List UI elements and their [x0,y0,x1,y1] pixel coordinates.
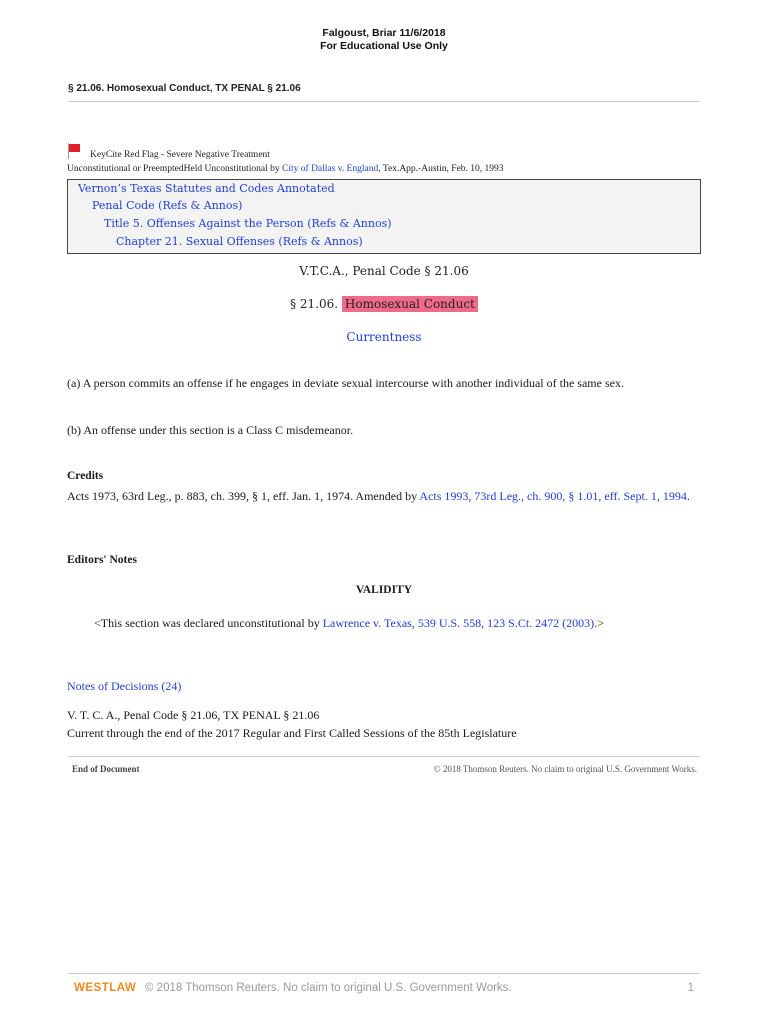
currentness-link-wrap [0,330,768,344]
validity-suffix: .> [594,616,604,630]
end-divider [68,756,700,757]
keycite-prefix: Unconstitutional or PreemptedHeld Unconstitutional by [67,164,283,174]
credits-body: Acts 1973, 63rd Leg., p. 883, ch. 399, § 1, eff. Jan. 1, 1974. Amended by [67,489,420,503]
code-citation: V.T.C.A., Penal Code § 21.06 [299,264,469,278]
keycite-case-link[interactable]: City of Dallas v. England [282,164,379,174]
copyright-notice-inline: © 2018 Thomson Reuters. No claim to original U.S. Government Works. [433,764,697,774]
section-heading [0,297,768,311]
credits-label: Credits [67,470,104,482]
notes-of-decisions-link[interactable]: Notes of Decisions (24) [67,679,182,693]
credits-text [67,487,703,505]
red-flag-icon[interactable] [67,143,81,159]
document-title: § 21.06. Homosexual Conduct, TX PENAL § 21.06 [68,83,301,94]
editors-notes-label: Editors' Notes [67,554,137,566]
validity-prefix: <This section was declared unconstitutional by [94,616,323,630]
footer-divider [68,973,700,974]
header-user-date: Falgoust, Briar 11/6/2018 [322,27,446,39]
lawrence-v-texas-link[interactable]: Lawrence v. Texas, 539 U.S. 558, 123 S.Ct. 2472 (2003) [322,616,595,630]
keycite-treatment [67,164,504,174]
page-number: 1 [687,982,694,994]
toc-link-statutes[interactable]: Vernon’s Texas Statutes and Codes Annotated [78,182,335,195]
toc-link-chapter-21[interactable]: Chapter 21. Sexual Offenses (Refs & Annos) [116,235,363,248]
title-divider [68,101,700,102]
footer-copyright: © 2018 Thomson Reuters. No claim to original U.S. Government Works. [145,982,512,994]
table-of-contents-box [67,179,701,254]
end-of-document-label: End of Document [72,764,140,774]
paragraph-a: (a) A person commits an offense if he engages in deviate sexual intercourse with another individual of the same sex. [67,376,624,390]
credits-amendment-link[interactable]: Acts 1993, 73rd Leg., ch. 900, § 1.01, eff. Sept. 1, 1994 [419,489,687,503]
validity-heading: VALIDITY [355,584,413,596]
westlaw-logo: WESTLAW [74,982,137,994]
credits-end: . [686,489,690,503]
section-title-highlighted: Homosexual Conduct [342,296,478,312]
keycite-suffix: , Tex.App.-Austin, Feb. 10, 1993 [378,164,504,174]
paragraph-b: (b) An offense under this section is a Class C misdemeanor. [67,423,354,437]
citation-line: V. T. C. A., Penal Code § 21.06, TX PENAL § 21.06 [67,708,320,722]
currentness-statement: Current through the end of the 2017 Regular and First Called Sessions of the 85th Legislature [67,726,517,740]
keycite-label: KeyCite Red Flag - Severe Negative Treatment [90,150,270,160]
toc-link-title-5[interactable]: Title 5. Offenses Against the Person (Refs & Annos) [104,217,392,230]
header-educational-notice: For Educational Use Only [320,40,448,52]
currentness-link[interactable]: Currentness [346,330,422,344]
validity-note [94,614,714,632]
toc-link-penal-code[interactable]: Penal Code (Refs & Annos) [92,199,243,212]
notes-of-decisions-wrap [67,677,703,695]
section-number: § 21.06. [290,297,339,311]
